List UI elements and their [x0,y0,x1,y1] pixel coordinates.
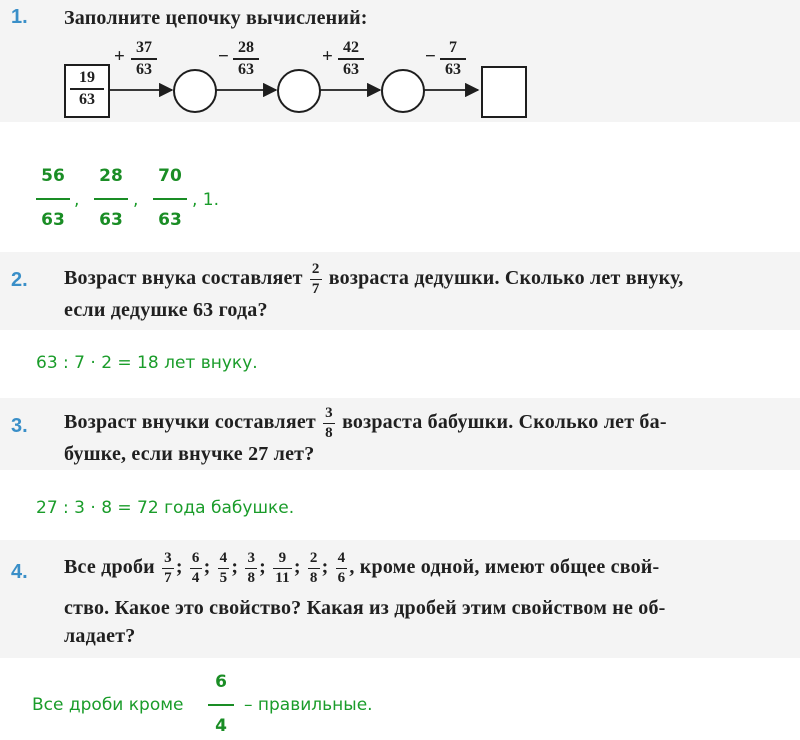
answer1-numerator-1: 56 [41,166,65,186]
answer4-before: Все дроби кроме [32,695,184,715]
answer1-denominator-1: 63 [41,209,65,230]
answer4-denominator: 4 [215,715,227,736]
answer4-fraction [208,672,234,736]
problem4-numerator-6: 2 [308,551,320,569]
step1-numerator: 37 [136,39,152,56]
step1-fraction [131,40,157,78]
problem4-numerator-3: 4 [218,551,230,569]
problem4-fraction-1 [162,551,174,586]
step4-sign: − [425,46,436,67]
problem2-fraction [310,262,322,297]
problem4-number: 4. [11,561,28,583]
problem3-line1 [64,406,667,441]
problem4-sep-2: ; [203,556,211,579]
problem4-fraction-7 [336,551,348,586]
problem3-denominator: 8 [325,425,333,441]
answer1-numerator-3: 70 [158,166,182,186]
problem1-text: Заполните цепочку вычислений: [64,7,368,29]
problem4-text-after: , кроме одной, имеют общее свой- [349,556,660,579]
chain-start-denominator: 63 [79,90,95,108]
problem2-numerator: 2 [310,262,322,280]
answer2: 63 : 7 · 2 = 18 лет внуку. [36,353,258,373]
problem4-denominator-2: 4 [191,570,200,586]
answer3: 27 : 3 · 8 = 72 года бабушке. [36,498,295,518]
step2-denominator: 63 [238,60,254,78]
problem4-numerator-2: 6 [190,551,202,569]
answer1-tail: , 1. [192,190,220,210]
chain-start-numerator: 19 [79,69,95,86]
problem4-sep-5: ; [293,556,301,579]
step2-fraction [233,40,259,78]
problem1-number: 1. [11,6,28,28]
problem4-text-before: Все дроби [64,556,155,579]
step3-numerator: 42 [343,39,359,56]
step4-denominator: 63 [445,60,461,78]
problem2-text-after: возраста дедушки. Сколько лет внуку, [328,267,684,290]
problem4-fraction-6 [308,551,320,586]
step2-sign: − [218,46,229,67]
step3-sign: + [322,46,333,67]
answer4-after: – правильные. [244,695,373,715]
problem4-line3: ладает? [64,625,136,647]
problem4-denominator-1: 7 [164,570,172,586]
step3-denominator: 63 [343,60,359,78]
answer1-fraction-1 [36,166,70,230]
chain-blank-circle-2 [277,69,321,113]
problem4-denominator-5: 11 [275,570,290,586]
problem4-numerator-4: 3 [245,551,257,569]
problem4-denominator-6: 8 [309,570,318,586]
answer1-separator-1: , [74,190,80,210]
answer4-numerator: 6 [215,672,227,692]
problem4-numerator-1: 3 [162,551,174,569]
step2-numerator: 28 [238,39,254,56]
step3-fraction [338,40,364,78]
problem4-denominator-3: 5 [219,570,228,586]
answer1-separator-2: , [133,190,139,210]
problem2-text-before: Возраст внука составляет [64,267,303,290]
problem3-line2: бушке, если внучке 27 лет? [64,443,315,465]
problem4-fraction-3 [218,551,230,586]
problem2-line2: если дедушке 63 года? [64,299,268,321]
problem4-fraction-5 [273,551,292,586]
answer1-denominator-2: 63 [99,209,123,230]
problem4-denominator-4: 8 [247,570,256,586]
problem3-number: 3. [11,415,28,437]
problem3-text-after: возраста бабушки. Сколько лет ба- [342,411,667,434]
problem2-denominator: 7 [311,281,320,297]
answer1-fraction-2 [94,166,128,230]
problem2-line1 [64,262,684,297]
problem4-sep-6: ; [321,556,329,579]
problem3-numerator: 3 [323,406,335,424]
problem2-number: 2. [11,269,28,291]
problem4-denominator-7: 6 [337,570,346,586]
problem4-fraction-2 [190,551,202,586]
answer1-fraction-3 [153,166,187,230]
problem4-sep-3: ; [231,556,239,579]
step1-denominator: 63 [136,60,152,78]
problem4-line1 [64,551,659,586]
chain-start-box [64,64,110,118]
problem4-line2: ство. Какое это свойство? Какая из дробей этим свойством не об- [64,597,666,619]
chain-result-box [481,66,527,118]
answer1-numerator-2: 28 [99,166,123,186]
problem4-numerator-7: 4 [336,551,348,569]
problem4-fraction-4 [245,551,257,586]
problem4-sep-1: ; [175,556,183,579]
answer1-denominator-3: 63 [158,209,182,230]
problem4-numerator-5: 9 [273,551,292,569]
chain-blank-circle-3 [381,69,425,113]
chain-blank-circle-1 [173,69,217,113]
step1-sign: + [114,46,125,67]
step4-numerator: 7 [449,39,457,56]
problem4-sep-4: ; [259,556,267,579]
problem3-fraction [323,406,335,441]
step4-fraction [440,40,466,78]
problem3-text-before: Возраст внучки составляет [64,411,316,434]
